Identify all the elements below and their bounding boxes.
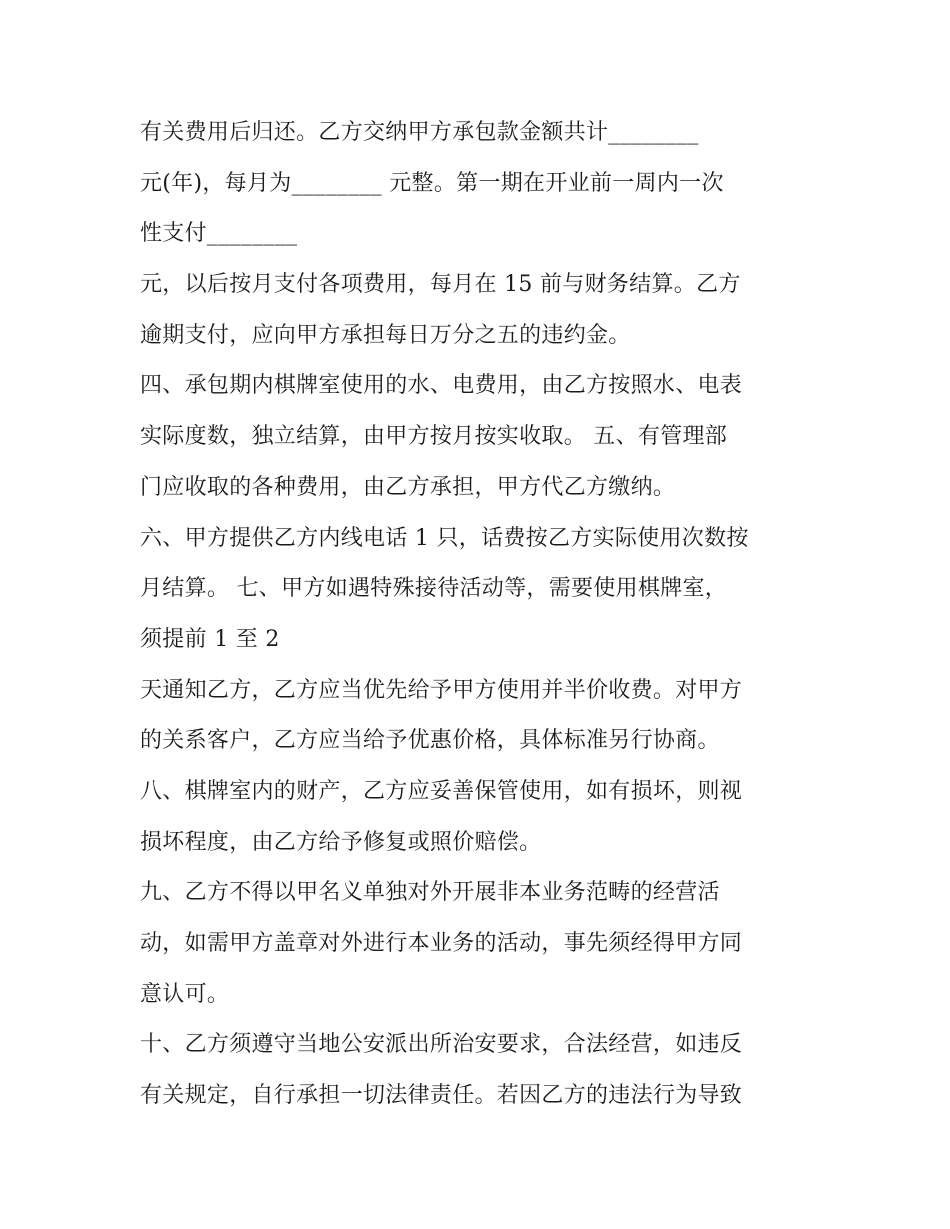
text-line: 性支付________ <box>140 221 298 247</box>
text-line: 四、承包期内棋牌室使用的水、电费用，由乙方按照水、电表 <box>140 373 743 399</box>
text-line: 有关规定，自行承担一切法律责任。若因乙方的违法行为导致 <box>140 1083 743 1109</box>
text-line: 须提前 1 至 2 <box>140 626 280 652</box>
text-line: 实际度数，独立结算，由甲方按月按实收取。 五、有管理部 <box>140 424 728 450</box>
text-line: 十、乙方须遵守当地公安派出所治安要求，合法经营，如违反 <box>140 1032 743 1058</box>
text-line: 的关系客户，乙方应当给予优惠价格，具体标准另行协商。 <box>140 728 720 754</box>
text-line: 元(年)，每月为________ 元整。第一期在开业前一周内一次 <box>140 170 724 196</box>
text-line: 逾期支付，应向甲方承担每日万分之五的违约金。 <box>140 322 631 348</box>
text-line: 九、乙方不得以甲名义单独对外开展非本业务范畴的经营活 <box>140 880 720 906</box>
text-line: 损坏程度，由乙方给予修复或照价赔偿。 <box>140 829 542 855</box>
text-line: 六、甲方提供乙方内线电话 1 只，话费按乙方实际使用次数按 <box>140 525 749 551</box>
text-line: 天通知乙方，乙方应当优先给予甲方使用并半价收费。对甲方 <box>140 677 743 703</box>
text-line: 有关费用后归还。乙方交纳甲方承包款金额共计________ <box>140 120 699 145</box>
text-line: 月结算。 七、甲方如遇特殊接待活动等，需要使用棋牌室， <box>140 576 728 602</box>
document-body <box>140 108 820 1122</box>
text-line: 动，如需甲方盖章对外进行本业务的活动，事先须经得甲方同 <box>140 931 743 956</box>
text-line: 元，以后按月支付各项费用，每月在 15 前与财务结算。乙方 <box>140 272 741 298</box>
text-line: 意认可。 <box>140 981 230 1007</box>
text-line: 八、棋牌室内的财产，乙方应妥善保管使用，如有损坏，则视 <box>140 778 743 804</box>
text-line: 门应收取的各种费用，由乙方承担，甲方代乙方缴纳。 <box>140 474 676 500</box>
